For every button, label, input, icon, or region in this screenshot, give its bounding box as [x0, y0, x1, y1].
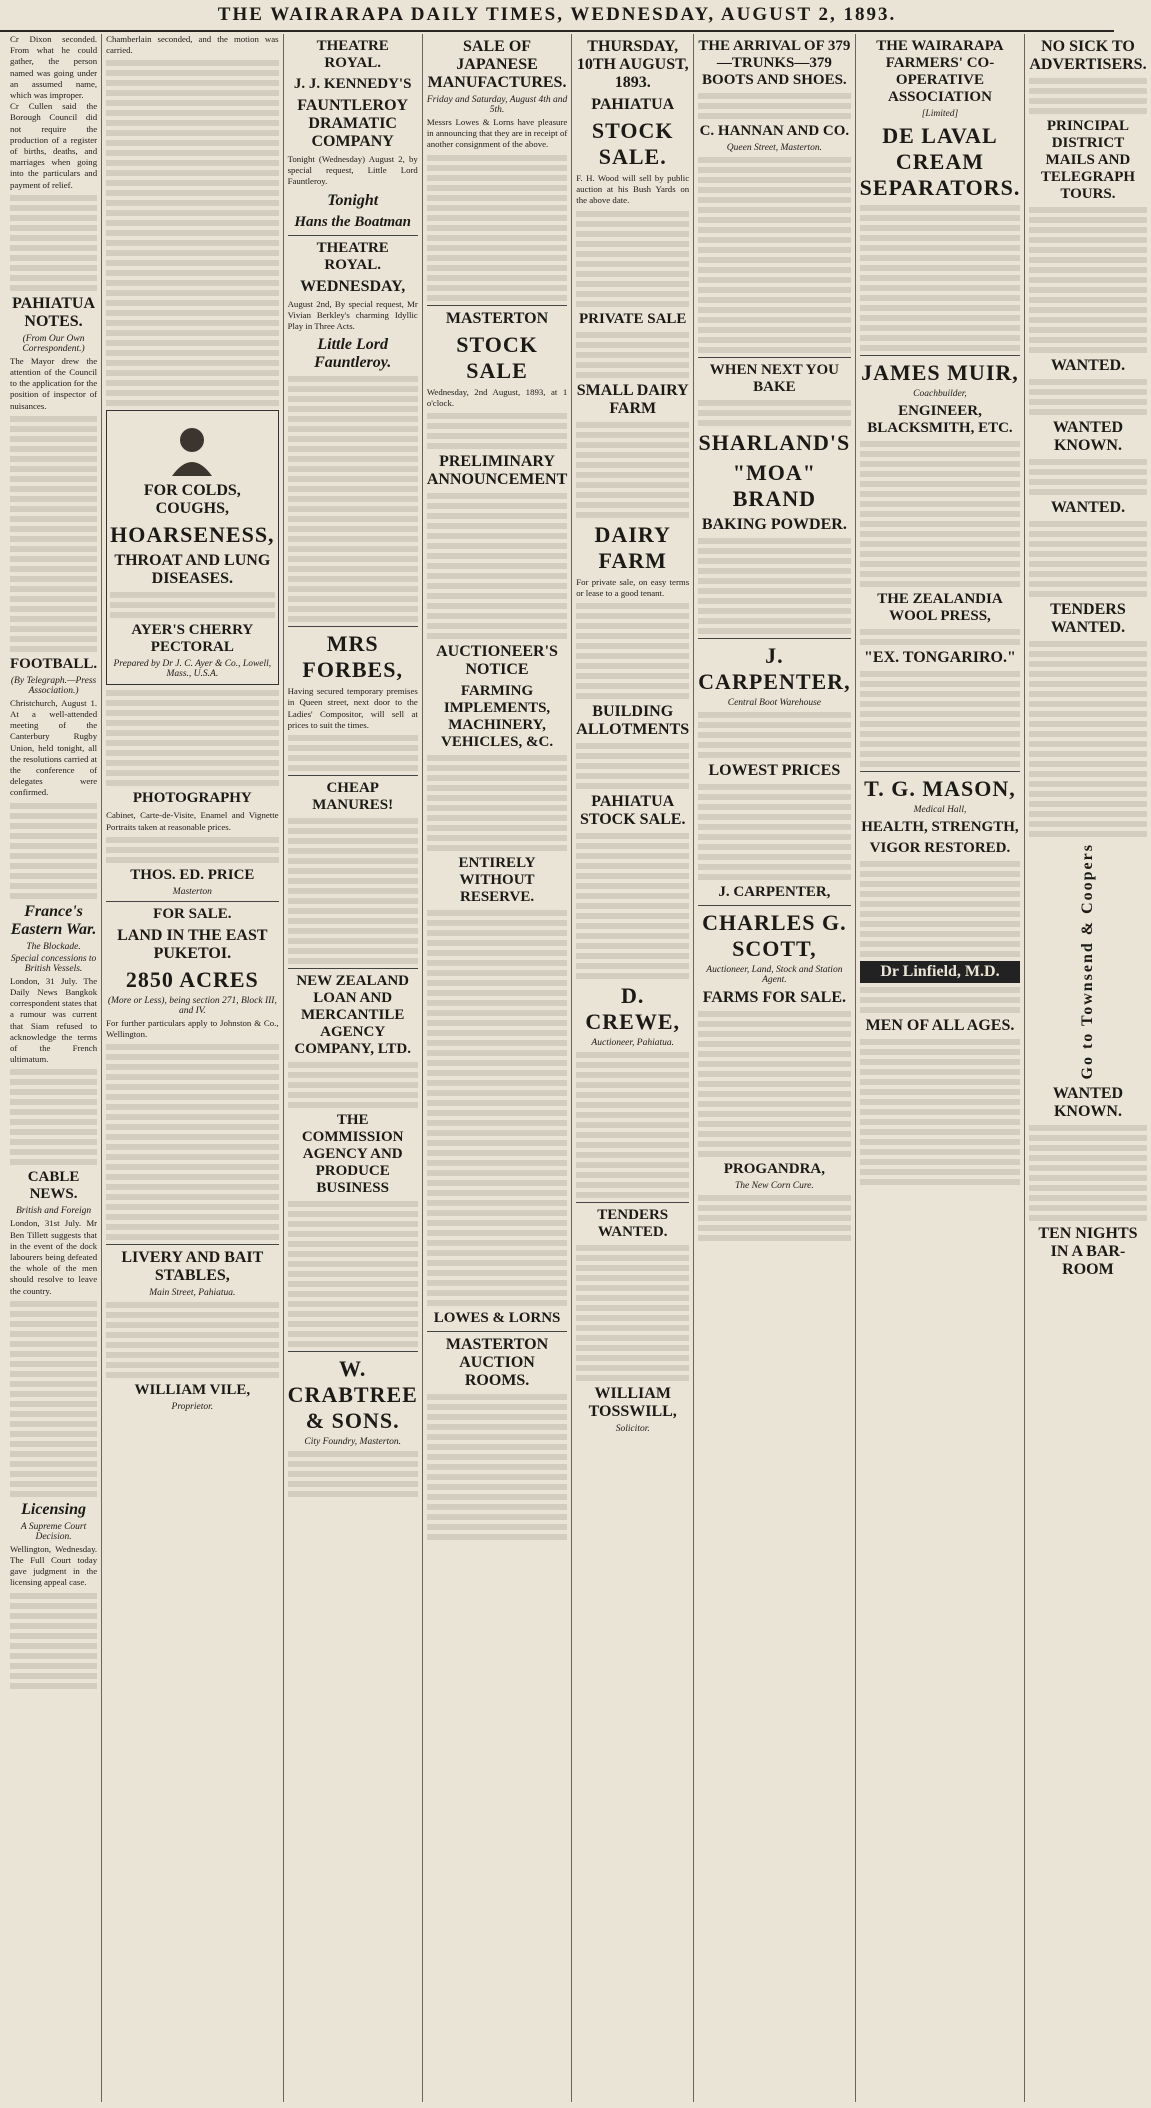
headline: J. CARPENTER,	[718, 884, 831, 900]
headline: FOOTBALL.	[10, 655, 98, 672]
headline: PRIVATE SALE	[579, 310, 687, 327]
subhead: The Blockade.	[26, 941, 81, 952]
headline: AUCTIONEER'S NOTICE	[436, 643, 558, 679]
subhead: Central Boot Warehouse	[727, 698, 821, 708]
headline: J. J. KENNEDY'S	[293, 76, 412, 92]
subhead: City Foundry, Masterton.	[304, 1437, 401, 1448]
subhead: British and Foreign	[15, 1206, 92, 1217]
headline: MASTERTON	[445, 309, 549, 327]
headline: LIVERY AND BAIT STABLES,	[121, 1249, 264, 1285]
headline: W. CRABTREE & SONS.	[287, 1356, 418, 1434]
text-block: Cr Dixon seconded. From what he could gather, the person named was going under an assumed name, which was improper.	[10, 34, 98, 101]
headline: VIGOR RESTORED.	[869, 840, 1011, 856]
headline: TENDERS WANTED.	[597, 1207, 669, 1241]
headline: JAMES MUIR,	[861, 360, 1019, 385]
headline: "EX. TONGARIRO."	[864, 649, 1016, 666]
subhead: (More or Less), being section 271, Block III, and IV.	[107, 995, 277, 1016]
headline: WANTED KNOWN.	[1052, 1085, 1124, 1121]
subhead: (By Telegraph.—Press Association.)	[10, 675, 97, 696]
headline: WANTED.	[1050, 499, 1126, 516]
text-block: Christchurch, August 1. At a well-attended meeting of the Canterbury Rugby Union, held tonight, all the resolutions carried at the conference of delegates were confirmed.	[10, 697, 98, 798]
headline: TENDERS WANTED.	[1050, 601, 1126, 636]
text-block: Messrs Lowes & Lorns have pleasure in announcing that they are in receipt of another consignment of the above.	[426, 117, 568, 150]
headline: WANTED KNOWN.	[1052, 419, 1124, 454]
headline: J. CARPENTER,	[698, 643, 851, 694]
headline: ENTIRELY WITHOUT RESERVE.	[458, 855, 536, 906]
vertical-banner: Go to Townsend & Coopers	[1078, 843, 1096, 1080]
headline: AYER'S CHERRY PECTORAL	[131, 622, 254, 656]
headline: C. HANNAN AND CO.	[699, 123, 850, 139]
headline: WEDNESDAY,	[300, 277, 406, 295]
subhead: Masterton	[172, 886, 212, 897]
subhead: Auctioneer, Land, Stock and Station Agent.	[706, 965, 843, 985]
text-block: Cr Cullen said the Borough Council did not require the production of a register of births, deaths, and marriages when going into the particulars and payment of relief.	[10, 101, 98, 190]
headline: NEW ZEALAND LOAN AND MERCANTILE AGENCY COMPANY, LTD.	[294, 973, 411, 1058]
headline: PHOTOGRAPHY	[132, 790, 252, 807]
headline: PAHIATUA NOTES.	[12, 294, 96, 330]
headline: THEATRE ROYAL.	[316, 239, 389, 273]
text-block: August 2nd, By special request, Mr Vivian Berkley's charming Idyllic Play in Three Acts.	[287, 298, 418, 332]
column-7	[856, 34, 1026, 2102]
headline: MEN OF ALL AGES.	[865, 1017, 1015, 1034]
subhead: Friday and Saturday, August 4th and 5th.	[426, 95, 568, 115]
headline: WILLIAM VILE,	[134, 1382, 251, 1399]
headline: FARMING IMPLEMENTS, MACHINERY, VEHICLES, &C.	[440, 683, 554, 751]
subhead: Main Street, Pahiatua.	[149, 1288, 236, 1299]
headline: LOWES & LORNS	[433, 1310, 561, 1327]
headline: TEN NIGHTS IN A BAR-ROOM	[1038, 1225, 1138, 1279]
column-8	[1025, 34, 1150, 2102]
text-block: For private sale, on easy terms or lease to a good tenant.	[576, 576, 690, 598]
subhead: [Limited]	[921, 109, 959, 119]
subhead: Solicitor.	[615, 1424, 650, 1435]
page-title: THE WAIRARAPA DAILY TIMES, WEDNESDAY, AUGUST 2, 1893.	[217, 4, 897, 25]
column-3	[284, 34, 423, 2102]
subhead: (From Our Own Correspondent.)	[22, 333, 85, 354]
headline: HEALTH, STRENGTH,	[861, 819, 1019, 835]
column-6	[694, 34, 855, 2102]
subhead: Auctioneer, Pahiatua.	[591, 1038, 675, 1049]
text-block: The Mayor drew the attention of the Council to the application for the position of inspector of nuisances.	[10, 355, 98, 411]
headline: ENGINEER, BLACKSMITH, ETC.	[867, 403, 1013, 436]
headline: PAHIATUA STOCK SALE.	[579, 793, 686, 829]
columns	[6, 34, 1147, 2102]
headline: PAHIATUA	[591, 96, 675, 113]
text-block: Tonight (Wednesday) August 2, by special request, Little Lord Fauntleroy.	[287, 154, 418, 187]
headline: T. G. MASON,	[864, 776, 1016, 801]
advert-ayer	[106, 410, 278, 685]
headline: LOWEST PRICES	[708, 762, 841, 779]
subhead: A Supreme Court Decision.	[20, 1521, 87, 1542]
headline: HOARSENESS,	[110, 522, 275, 548]
headline: D. CREWE,	[585, 983, 681, 1035]
text-block: London, 31 July. The Daily News Bangkok correspondent states that a rumour was current that Siam refused to acknowledge the terms of the French ultimatum.	[10, 975, 98, 1065]
text-block: Wellington, Wednesday. The Full Court today gave judgment in the licensing appeal case.	[10, 1543, 98, 1588]
text-block: For further particulars apply to Johnston & Co., Wellington.	[106, 1017, 279, 1040]
column-5	[572, 34, 694, 2102]
headline: PROGANDRA,	[723, 1161, 825, 1177]
text-block: F. H. Wood will sell by public auction at his Bush Yards on the above date.	[576, 173, 690, 206]
subhead: Queen Street, Masterton.	[726, 143, 822, 153]
headline: THE WAIRARAPA FARMERS' CO-OPERATIVE ASSOCIATION	[876, 38, 1004, 105]
headline: PRELIMINARY ANNOUNCEMENT	[426, 453, 568, 489]
headline: SMALL DAIRY FARM	[576, 381, 689, 417]
bust-illustration	[162, 418, 222, 478]
headline: THE COMMISSION AGENCY AND PRODUCE BUSINESS	[301, 1112, 404, 1197]
column-4	[423, 34, 572, 2102]
headline: BUILDING ALLOTMENTS	[576, 703, 690, 739]
headline: DAIRY FARM	[594, 521, 671, 573]
headline: THE ZEALANDIA WOOL PRESS,	[877, 591, 1003, 624]
headline: STOCK SALE	[456, 331, 538, 383]
headline: THURSDAY, 10TH AUGUST, 1893.	[576, 38, 689, 91]
subhead: The New Corn Cure.	[734, 1181, 814, 1191]
headline: "MOA" BRAND	[732, 460, 816, 511]
headline: DE LAVAL CREAM SEPARATORS.	[859, 123, 1021, 200]
headline: THE ARRIVAL OF 379—TRUNKS—379 BOOTS AND SHOES.	[698, 38, 851, 88]
headline: 2850 ACRES	[125, 966, 259, 992]
headline: BAKING POWDER.	[701, 516, 847, 533]
column-1	[6, 34, 102, 2102]
headline: WHEN NEXT YOU BAKE	[709, 362, 839, 395]
headline: CHARLES G. SCOTT,	[702, 910, 847, 961]
text-block: Wednesday, 2nd August, 1893, at 1 o'clock.	[426, 386, 568, 408]
subhead: Proprietor.	[171, 1402, 214, 1413]
headline: Tonight	[327, 191, 379, 209]
ornamental-banner: Dr Linfield, M.D.	[860, 961, 1021, 983]
text-block: Having secured temporary premises in Queen street, next door to the Ladies' Compositor, will sell at prices to suit the times.	[287, 686, 418, 730]
subhead: Prepared by Dr J. C. Ayer & Co., Lowell, Mass., U.S.A.	[113, 659, 272, 680]
headline: Little Lord Fauntleroy.	[314, 336, 392, 372]
headline: CABLE NEWS.	[27, 1169, 80, 1203]
headline: SALE OF JAPANESE MANUFACTURES.	[427, 38, 567, 91]
headline: MASTERTON AUCTION ROOMS.	[445, 1336, 549, 1390]
text-block: London, 31st July. Mr Ben Tillett suggests that in the event of the dock labourers being defeated the whole of the men should resolve to leave the country.	[10, 1218, 98, 1296]
headline: France's Eastern War.	[10, 902, 97, 938]
headline: Licensing	[21, 1500, 86, 1518]
headline: CHEAP MANURES!	[312, 780, 394, 814]
text-block: Chamberlain seconded, and the motion was carried.	[106, 34, 279, 56]
column-2	[102, 34, 283, 2102]
subhead: Special concessions to British Vessels.	[10, 953, 97, 974]
headline: FOR SALE.	[153, 905, 232, 922]
subhead: Medical Hall,	[913, 805, 967, 815]
headline: NO SICK TO ADVERTISERS.	[1029, 38, 1147, 73]
headline: THOS. ED. PRICE	[130, 866, 255, 883]
headline: WILLIAM TOSSWILL,	[588, 1385, 677, 1421]
headline: SHARLAND'S	[698, 430, 851, 455]
headline: PRINCIPAL DISTRICT MAILS AND TELEGRAPH TOURS.	[1040, 118, 1136, 202]
masthead	[0, 0, 1114, 32]
headline: FARMS FOR SALE.	[702, 989, 846, 1006]
headline: THROAT AND LUNG DISEASES.	[114, 552, 271, 588]
headline: FAUNTLEROY DRAMATIC COMPANY	[297, 97, 409, 150]
headline: MRS FORBES,	[302, 631, 403, 683]
headline: Hans the Boatman	[294, 213, 412, 230]
headline: THEATRE ROYAL.	[316, 38, 389, 71]
subhead: Coachbuilder,	[913, 389, 967, 399]
headline: STOCK SALE.	[591, 118, 674, 169]
headline: FOR COLDS, COUGHS,	[143, 482, 241, 518]
headline: WANTED.	[1050, 357, 1126, 374]
text-block: Cabinet, Carte-de-Visite, Enamel and Vignette Portraits taken at reasonable prices.	[106, 810, 279, 832]
headline: LAND IN THE EAST PUKETOI.	[117, 926, 268, 962]
